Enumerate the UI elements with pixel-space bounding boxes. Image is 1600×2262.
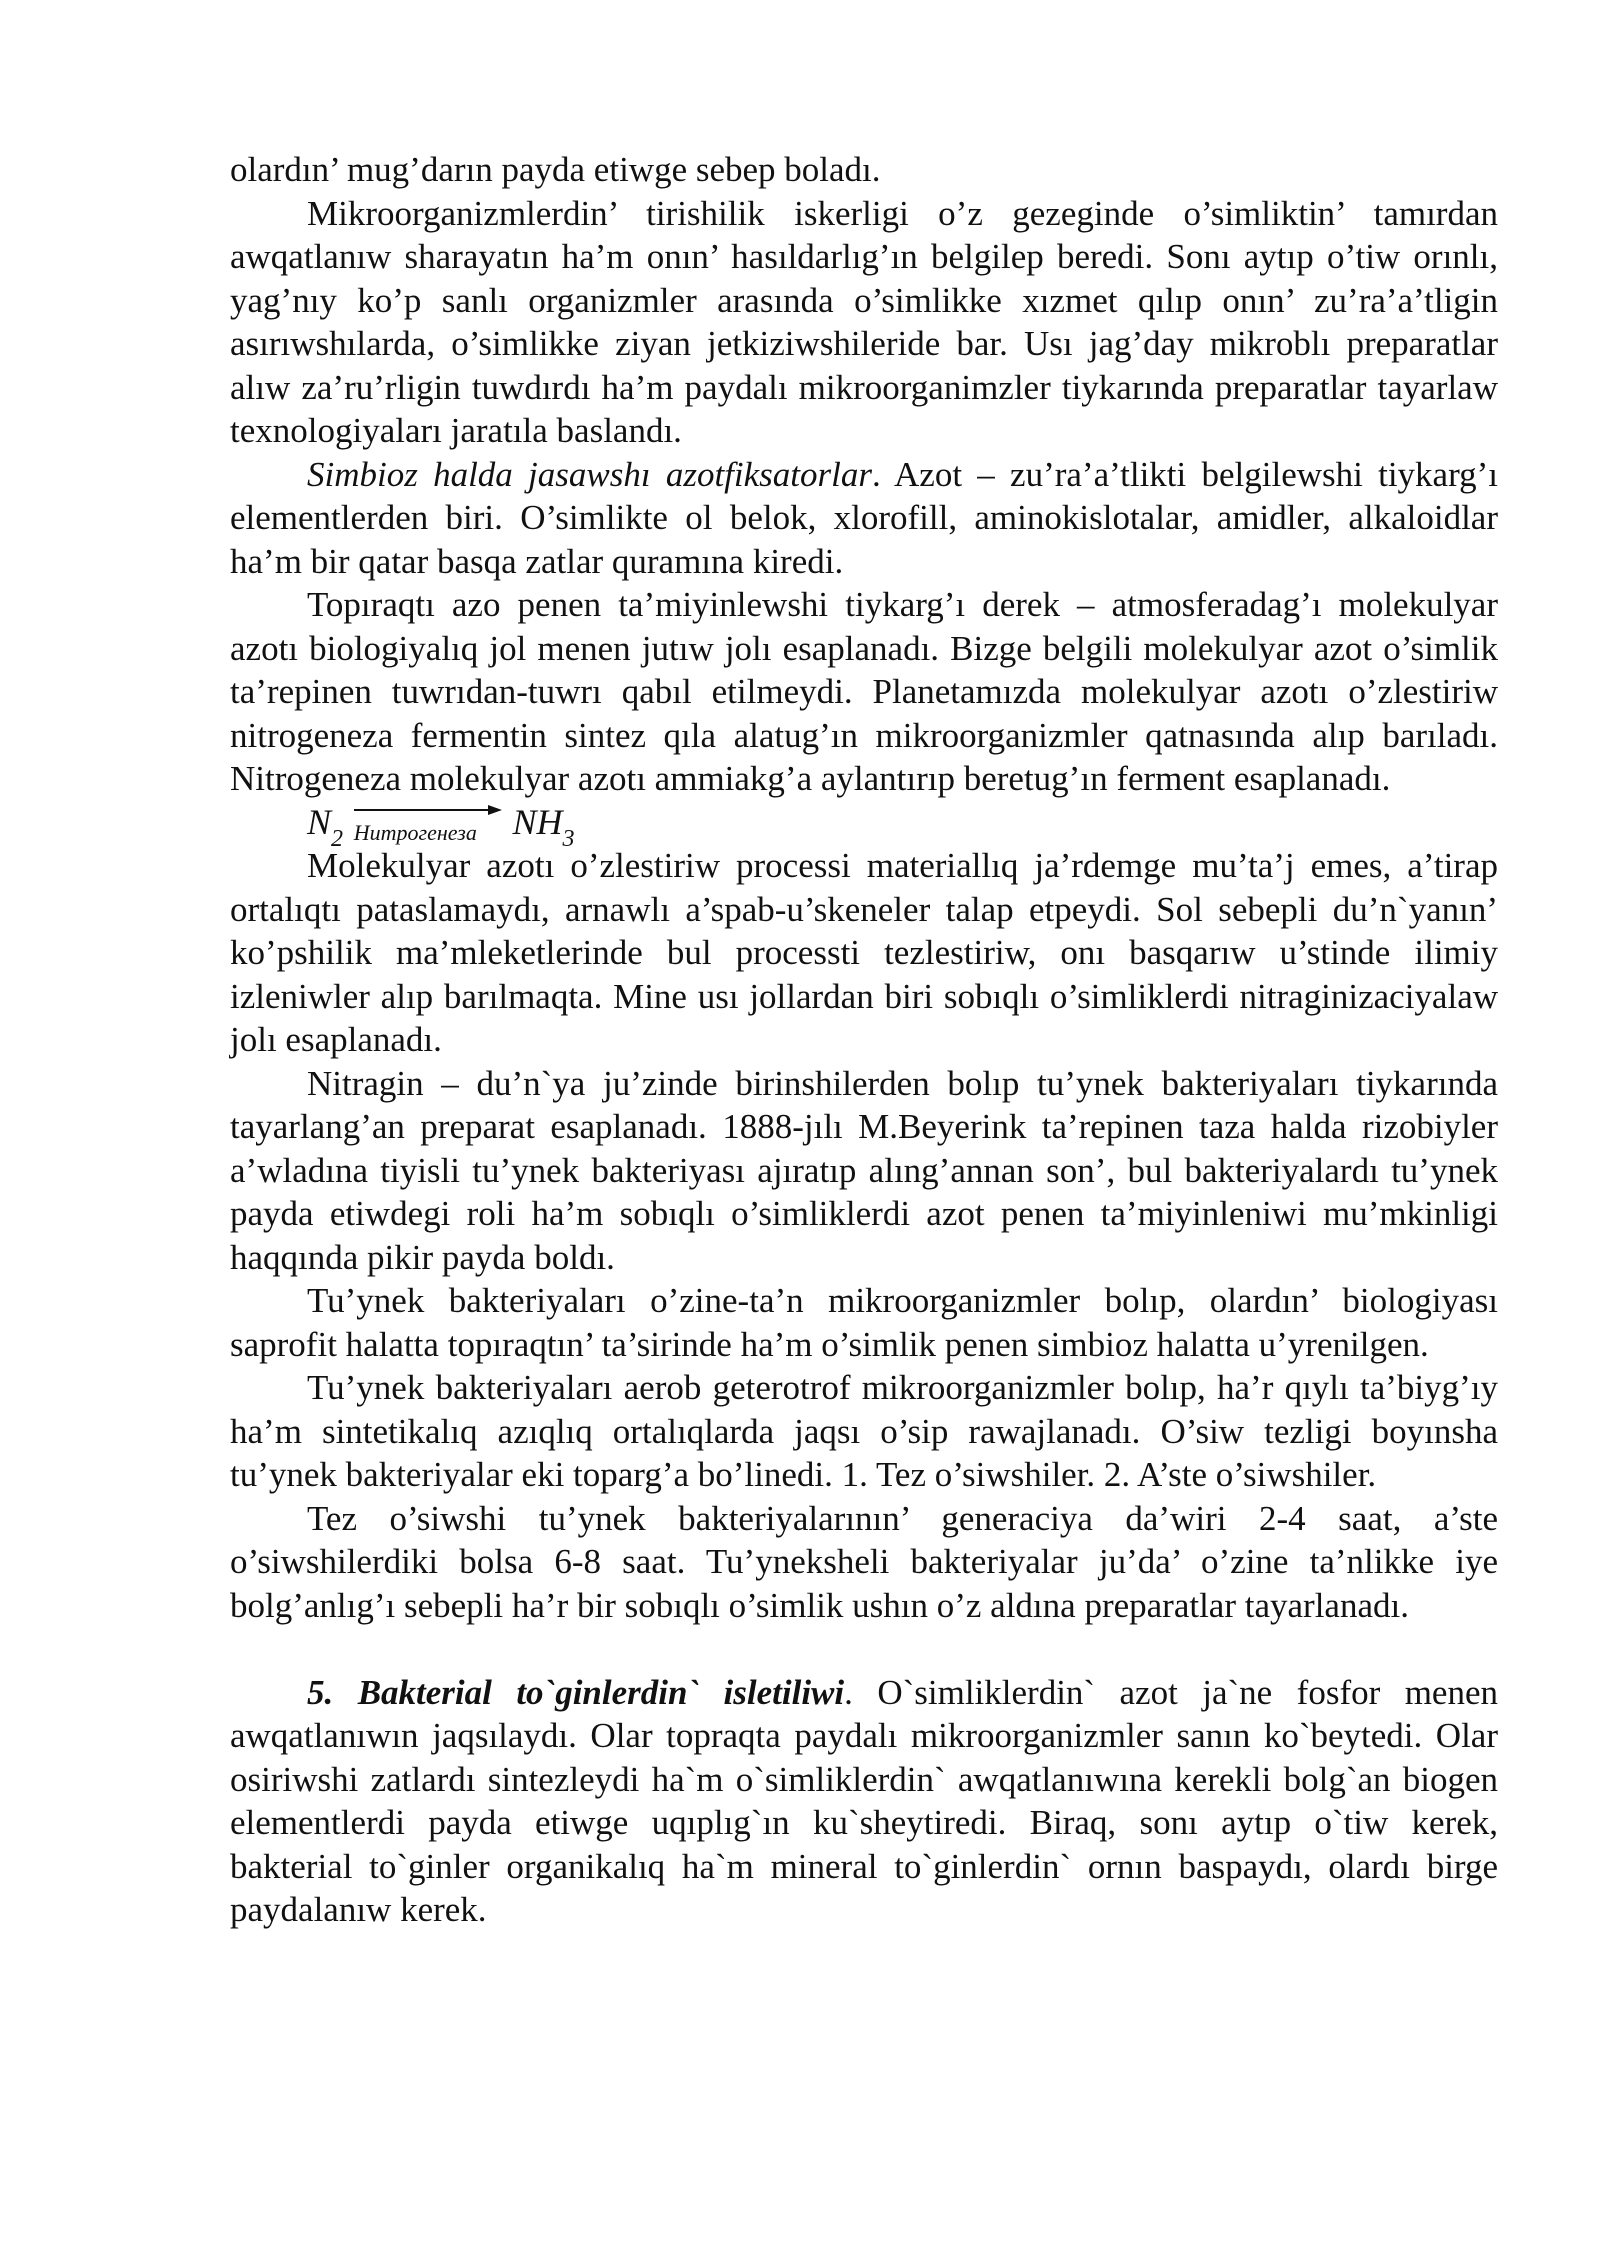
nitrogenase-formula — [230, 801, 1498, 852]
paragraph-lead-italic: Simbioz halda jasawshı azotfiksatorlar — [307, 454, 872, 494]
paragraph-symbiosis — [230, 453, 1498, 584]
section-heading: 5. Bakterial to`ginlerdin` isletiliwi — [307, 1672, 845, 1712]
paragraph-aerob: Tu’ynek bakteriyaları aerob geterotrof mikroorganizmler bolıp, ha’r qıylı ta’biyg’ıy ha’m sintetikalıq azıqlıq ortalıqlarda jaqsı o’sip rawajlanadı. O’siw tezligi boyınsha tu’ynek bakteriyalar eki toparg’a bo’linedi. 1. Tez o’siwshiler. 2. A’ste o’siwshiler. — [230, 1368, 1498, 1494]
paragraph-soil-nitrogen: Topıraqtı azo penen ta’miyinlewshi tiykarg’ı derek – atmosferadag’ı molekulyar azotı biologiyalıq jol menen jutıw jolı esaplanadı. Bizge belgili molekulyar azot o’simlik ta’repinen tuwrıdan-tuwrı qabıl etilmeydi. Planetamızda molekulyar azotı o’zlestiriw nitrogeneza fermentin sintez qıla alatug’ın mikroorganizmler qatnasında alıp barıladı. Nitrogeneza molekulyar azotı ammiakg’a aylantırıp beretug’ın ferment esaplanadı. — [230, 585, 1498, 798]
formula-right-subscript: 3 — [562, 825, 575, 852]
paragraph-nodule-bacteria: Tu’ynek bakteriyaları o’zine-ta’n mikroorganizmler bolıp, olardın’ biologiyası saprofit halatta topıraqtın’ ta’sirinde ha’m o’simlik penen simbioz halatta u’yrenilgen. — [230, 1281, 1498, 1364]
document-page — [230, 148, 1498, 1932]
formula-right-symbol: NH — [512, 801, 563, 842]
formula-left-subscript: 2 — [331, 825, 344, 852]
formula-left-symbol: N — [307, 801, 332, 842]
paragraph-nitrogen-fixation: Molekulyar azotı o’zlestiriw processi materiallıq ja’rdemge mu’ta’j emes, a’tirap ortalıqtı pataslamaydı, arnawlı a’spab-u’skeneler talap etpeydi. Sol sebepli du’n`yanın’ ko’pshilik ma’mleketlerinde bul processti tezlestiriw, onı basqarıw u’stinde ilimiy izleniwler alıp barılmaqta. Mine usı jollardan biri sobıqlı o’simliklerdi nitraginizaciyalaw jolı esaplanadı. — [230, 846, 1498, 1059]
paragraph-generation: Tez o’siwshi tu’ynek bakteriyalarının’ generaciya da’wiri 2-4 saat, a’ste o’siwshilerdiki bolsa 6-8 saat. Tu’yneksheli bakteriyalar ju’da’ o’zine ta’nlikke iye bolg’anlıg’ı sebepli ha’r bir sobıqlı o’simlik ushın o’z aldına preparatlar tayarlanadı. — [230, 1498, 1498, 1625]
paragraph-text: . Azot – zu’ra’a’tlikti belgilewshi tiykarg’ı elementlerden biri. O’simlikte ol belok, xlorofill, aminokislotalar, amidler, alkaloidlar ha’m bir qatar basqa zatlar quramına kiredi. — [230, 454, 1498, 581]
paragraph-continuation: olardın’ mug’darın payda etiwge sebep boladı. — [230, 150, 881, 189]
paragraph-text: . O`simliklerdin` azot ja`ne fosfor menen awqatlanıwın jaqsılaydı. Olar topraqta paydalı mikroorganizmler sanın ko`beytedi. Olar osiriwshi zatlardı sintezleydi ha`m o`simliklerdin` awqatlanıwına kerekli bolg`an biogen elementlerdi payda etiwge uqıplıg`ın ku`sheytiredi. Biraq, sonı aytıp o`tiw kerek, bakterial to`ginler organikalıq ha`m mineral to`ginlerdin` ornın baspaydı, olardı birge paydalanıw kerek. — [230, 1672, 1498, 1929]
formula-arrow-label: Нитрогенеза — [353, 819, 477, 845]
paragraph-bacterial-fertilizers — [230, 1671, 1498, 1932]
paragraph-gap — [230, 1627, 1498, 1671]
paragraph-nitragin: Nitragin – du’n`ya ju’zinde birinshilerden bolıp tu’ynek bakteriyaları tiykarında tayarlang’an preparat esaplanadı. 1888-jılı M.Beyerink ta’repinen taza halda rizobiyler a’wladına tiyisli tu’ynek bakteriyası ajıratıp alıng’annan son’, bul bakteriyalardı tu’ynek payda etiwdegi roli ha’m sobıqlı o’simliklerdi azot penen ta’miyinleniwi mu’mkinligi haqqında pikir payda boldı. — [230, 1063, 1498, 1277]
paragraph-microorganisms: Mikroorganizmlerdin’ tirishilik iskerligi o’z gezeginde o’simliktin’ tamırdan awqatlanıw sharayatın ha’m onın’ hasıldarlıg’ın belgilep beredi. Sonı aytıp o’tiw orınlı, yag’nıy ko’p sanlı organizmler arasında o’simlikke xızmet qılıp onın’ zu’ra’a’tligin asırıwshılarda, o’simlikke ziyan jetkiziwshileride bar. Usı jag’day mikroblı preparatlar alıw za’ru’rligin tuwdırdı ha’m paydalı mikroorganimzler tiykarında preparatlar tayarlaw texnologiyaları jaratıla baslandı. — [230, 193, 1498, 450]
formula-arrow — [352, 801, 504, 845]
